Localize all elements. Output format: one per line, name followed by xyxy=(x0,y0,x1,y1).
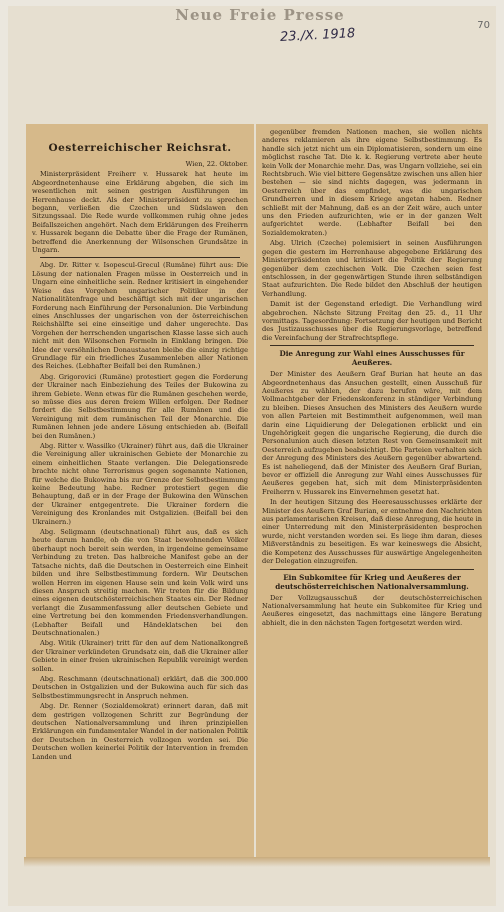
paragraph-ulrich: Abg. Ulrich (Czeche) polemisiert in seinen Ausführungen gegen die gestern im Herrenhause abgegebene Erklärung des Ministerpräsidenten und kritisiert die Politik der Regierung gegenüber dem czechischen Volk. Die Czechen seien fest entschlossen, in der gegenwärtigen Stunde ihren selbständigen Staat aufzurichten. Die Rede bildet den Abschluß der heutigen Verhandlung. xyxy=(262,239,482,298)
headline-ausschuss: Die Anregung zur Wahl eines Ausschusses für Aeußeres. xyxy=(279,349,465,368)
right-clipping xyxy=(256,124,488,857)
paragraph-renner: Abg. Dr. Renner (Sozialdemokrat) erinnert daran, daß mit dem gestrigen vollzogenen Schritt zur Begründung der deutschen Nationalversammlung und ihren prinzipiellen Erklärungen ein fundamentaler Wandel in der nationalen Politik der Deutschen in Oesterreich vollzogen worden sei. Die Deutschen wollen keinerlei Politik der Intervention in fremden Landen und xyxy=(32,702,248,761)
paragraph-seligmann: Abg. Seligmann (deutschnational) führt aus, daß es sich heute darum handle, ob die von Staat bewohnenden Völker überhaupt noch bereit sein werden, in irgendeine gemeinsame Verbindung zu treten. Das halbreiche Manifest gebe an der Tatsache nichts, daß die Deutschen in Oesterreich eine Einheit bilden und ihre Selbstbestimmung fordern. Wir Deutschen wollen Herren im eigenen Hause sein und kein Volk wird uns diesen Anspruch streitig machen. Wir treten für die Bildung eines eigenen deutschösterreichischen Staates ein. Der Redner verlangt die Zusammenfassung aller deutschen Gebiete und eine Vertretung bei den kommenden Friedensverhandlungen. (Lebhafter Beifall und Händeklatschen bei den Deutschnationalen.) xyxy=(32,528,248,637)
paragraph-continuation: gegenüber fremden Nationen machen, sie wollen nichts anderes reklamieren als ihre eigene Selbstbestimmung. Es handle sich jetzt nicht um ein Diplomatisieren, sondern um eine möglichst rasche Tat. Die k. k. Regierung vertrete aber heute kein Volk der Monarchie mehr. Das, was Ungarn vollziehe, sei ein Rechtsbruch. Wie viel bittere Gegensätze zwischen uns allen hier bestehen — sie sind nichts dagegen, was jedermann in Oesterreich über das empfindet, was die ungarischen Grundherren und in diesem Kriege angetan haben. Redner schließt mit der Mahnung, daß es an der Zeit wäre, auch unter uns den Frieden aufzurichten, wie er in der ganzen Welt aufgerichtet werde. (Lebhafter Beifall bei den Sozialdemokraten.) xyxy=(262,128,482,237)
divider xyxy=(270,345,474,346)
headline-subkomitee: Ein Subkomitee für Krieg und Aeußeres der deutschösterreichischen Nationalversammlung. xyxy=(275,572,469,591)
paragraph-wassilko: Abg. Ritter v. Wassilko (Ukrainer) führt aus, daß die Ukrainer die Vereinigung aller ukrainischen Gebiete der Monarchie zu einem einheitlichen Staate verlangen. Die Delegationsrede brachte nicht ohne Terrorismus gegen sogenannte Nationen, für welche die Bukowina bis zur Grenze der Selbstbestimmung keine Bedeutung habe. Redner protestiert gegen die Behauptung, daß er in der Frage der Bukowina den Wünschen der Ukrainer entgegentrete. Die Ukrainer fordern die Vereinigung des Kronlandes mit Ostgalizien. (Beifall bei den Ukrainern.) xyxy=(32,442,248,526)
paragraph-grigorovici: Abg. Grigorovici (Rumäne) protestiert gegen die Forderung der Ukrainer nach Einbeziehung des Teiles der Bukowina zu ihrem Gebiete. Wenn etwas für die Rumänen geschehen werde, so müsse dies aus deren freiem Willen erfolgen. Der Redner fordert die Selbstbestimmung für alle Rumänen und die Vereinigung mit dem rumänischen Teil der Monarchie. Die Rumänen lehnen jede andere Lösung entschieden ab. (Beifall bei den Rumänen.) xyxy=(32,372,248,440)
page-number: 70 xyxy=(477,20,490,31)
intro-paragraph: Ministerpräsident Freiherr v. Hussarek hat heute im Abgeordnetenhause eine Erklärung abgeben, die sich im wesentlichen mit seinen gestrigen Ausführungen im Herrenhause deckt. Als der Ministerpräsident zu sprechen begann, verließen die Czechen und Südslawen den Sitzungssaal. Die Rede wurde vollkommen ruhig ohne jedes Beifallszeichen angehört. Nach dem Erklärungen des Freiherrn v. Hussarek begann die Debatte über die Frage der Rumänen, betreffend die Anerkennung der Wilsonschen Grundsätze in Ungarn. xyxy=(32,170,248,255)
left-column xyxy=(26,124,254,767)
paragraph-reschmann: Abg. Reschmann (deutschnational) erklärt, daß die 300.000 Deutschen in Ostgalizien und der Bukowina auch für sich das Selbstbestimmungsrecht in Anspruch nehmen. xyxy=(32,674,248,700)
divider xyxy=(40,257,240,258)
headline-reichsrat: Oesterreichischer Reichsrat. xyxy=(48,142,232,154)
dateline: Wien, 22. Oktober. xyxy=(185,160,248,168)
divider xyxy=(270,569,474,570)
handwritten-date: 23./X. 1918 xyxy=(279,26,356,45)
paragraph-vollzugsausschuss: Der Vollzugsausschuß der deutschösterreichischen Nationalversammlung hat heute ein Subkomitee für Krieg und Aeußeres eingesetzt, das nachmittags eine längere Beratung abhielt, die in den nächsten Tagen fortgesetzt werden wird. xyxy=(262,593,482,627)
paragraph-witik: Abg. Witik (Ukrainer) tritt für den auf dem Nationalkongreß der Ukrainer verkündeten Grundsatz ein, daß die Ukrainer aller Gebiete in einer freien ukrainischen Republik vereinigt werden sollen. xyxy=(32,639,248,673)
left-clipping xyxy=(26,124,254,857)
paragraph-adjournment: Damit ist der Gegenstand erledigt. Die Verhandlung wird abgebrochen. Nächste Sitzung Freitag den 25. d., 11 Uhr vormittags. Tagesordnung: Fortsetzung der heutigen und Bericht des Justizausschusses über die Regierungsvorlage, betreffend die Vereinfachung der Strafrechtspflege. xyxy=(262,300,482,342)
paragraph-isopescul: Abg. Dr. Ritter v. Isopescul-Grecul (Rumäne) führt aus: Die Lösung der nationalen Fragen müsse in Oesterreich und in Ungarn eine einheitliche sein. Redner kritisiert in eingehender Weise das Vorgehen ungarischer Politiker in der Nationalitätenfrage und beschäftigt sich mit der ungarischen Forderung nach Einführung der Personalunion. Die Verbindung eines Anschlusses der ungarischen von der österreichischen Reichshälfte sei eine einseitige und daher ungerechte. Das Vorgehen der herrschenden ungarischen Klasse lasse sich auch nicht mit den Wilsonschen Formeln in Einklang bringen. Die Idee der versöhnlichen Donaustaaten bleibe die einzig richtige Grundlage für ein friedliches Zusammenleben aller Nationen des Reiches. (Lebhafter Beifall bei den Rumänen.) xyxy=(32,261,248,371)
newspaper-masthead: Neue Freie Presse xyxy=(175,6,345,24)
paragraph-burian: Der Minister des Aeußern Graf Burian hat heute an das Abgeordnetenhaus das Ansuchen gestellt, einen Ausschuß für Aeußeres zu wählen, der dazu berufen wäre, mit dem Vollmachtgeber der Friedenskonferenz in ständiger Verbindung zu bleiben. Dieses Ansuchen des Ministers des Aeußern wurde von allen Parteien mit Bestimmtheit aufgenommen, weil man darin eine Liquidierung der Delegationen erblickt und ein Ungehörigkeit gegen die ungarische Regierung, die durch die Personalunion auch diesen letzten Rest von Gemeinsamkeit mit Oesterreich aufzugeben beabsichtigt. Die Parteien verhalten sich der Anregung des Ministers des Aeußern gegenüber abwartend. Es ist naheliegend, daß der Minister des Aeußern Graf Burian, bevor er offiziell die Anregung zur Wahl eines Ausschusses für Aeußeres gegeben hat, sich mit dem Ministerpräsidenten Freiherrn v. Hussarek ins Einvernehmen gesetzt hat. xyxy=(262,370,482,496)
right-column xyxy=(256,124,488,633)
clipping-torn-edge xyxy=(24,857,490,867)
paragraph-heeresausschuss: In der heutigen Sitzung des Heeresausschusses erklärte der Minister des Aeußern Graf Burian, er entnehme den Nachrichten aus parlamentarischen Kreisen, daß diese Anregung, die heute in einer Unterredung mit den Ministerpräsidenten besprochen wurde, nicht verstanden worden sei. Es liege ihm daran, dieses Mißverständnis zu beseitigen. Es war keineswegs die Absicht, die Kompetenz des Ausschusses für auswärtige Angelegenheiten der Delegation einzugreifen. xyxy=(262,498,482,566)
